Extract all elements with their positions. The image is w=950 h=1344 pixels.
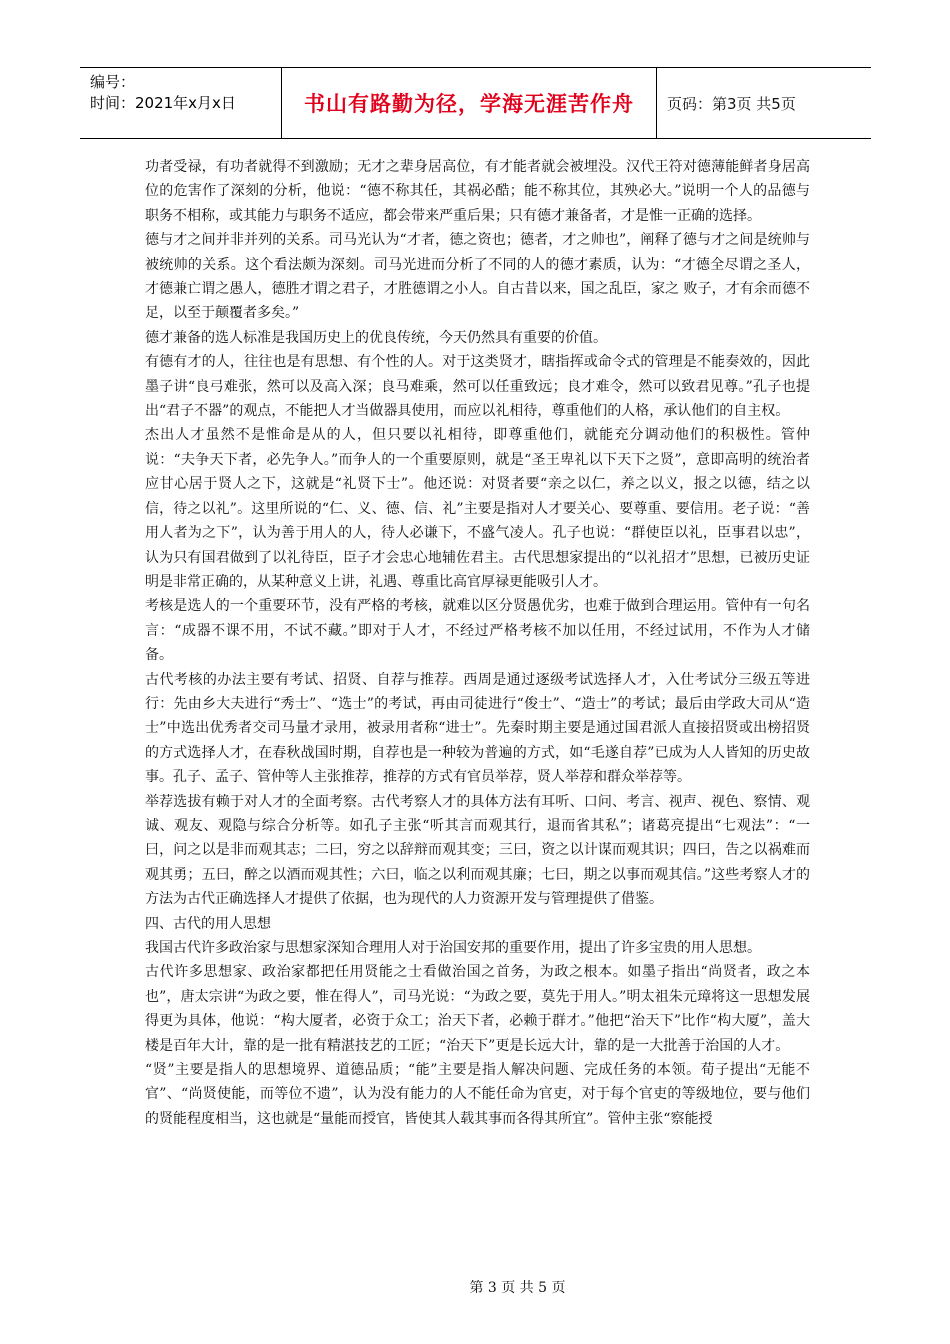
paragraph: 有德有才的人，往往也是有思想、有个性的人。对于这类贤才，瞎指挥或命令式的管理是不能奏效的，因此墨子讲“良弓难张，然可以及高入深；良马难乘，然可以任重致远；良才难令，然可以致君见尊。”孔子也提出“君子不器”的观点，不能把人才当做器具使用，而应以礼相待，尊重他们的人格，承认他们的自主权。 [145, 354, 810, 420]
motto: 书山有路勤为径，学海无涯苦作舟 [304, 92, 634, 116]
paragraph: 古代许多思想家、政治家都把任用贤能之士看做治国之首务，为政之根本。如墨子指出“尚贤者，政之本也”，唐太宗讲“为政之要，惟在得人”，司马光说：“为政之要，莫先于用人。”明太祖朱元璋将这一思想发展得更为具体，他说：“构大厦者，必资于众工；治天下者，必赖于群才。”他把“治天下”比作“构大厦”，盖大楼是百年大计，靠的是一批有精湛技艺的工匠；“治天下”更是长远大计，靠的是一大批善于治国的人才。 [145, 964, 810, 1054]
paragraph: 德才兼备的选人标准是我国历史上的优良传统，今天仍然具有重要的价值。 [145, 329, 607, 346]
paragraph: 杰出人才虽然不是惟命是从的人，但只要以礼相待，即尊重他们，就能充分调动他们的积极性。管仲说：“夫争天下者，必先争人。”而争人的一个重要原则，就是“圣王卑礼以下天下之贤”，意即高明的统治者应甘心居于贤人之下，这就是“礼贤下士”。他还说：对贤者要“亲之以仁，养之以义，报之以德，结之以信，待之以礼”。这里所说的“仁、义、德、信、礼”主要是指对人才要关心、要尊重、要信用。老子说：“善用人者为之下”，认为善于用人的人，待人必谦下，不盛气凌人。孔子也说：“群使臣以礼，臣事君以忠”，认为只有国君做到了以礼待臣，臣子才会忠心地辅佐君主。古代思想家提出的“以礼招才”思想，已被历史证明是非常正确的，从某种意义上讲，礼遇、尊重比高官厚禄更能吸引人才。 [145, 427, 810, 590]
header-page-cell [657, 68, 871, 138]
time-label: 时间：2021年x月x日 [90, 94, 236, 112]
paragraph: 我国古代许多政治家与思想家深知合理用人对于治国安邦的重要作用，提出了许多宝贵的用人思想。 [145, 940, 761, 956]
header-meta [80, 68, 282, 138]
paragraph: 考核是选人的一个重要环节，没有严格的考核，就难以区分贤愚优劣，也难于做到合理运用。管仲有一句名言：“成器不课不用，不试不藏。”即对于人才，不经过严格考核不加以任用，不经过试用，不作为人才储备。 [145, 598, 810, 664]
footer-page-number: 第 3 页 共 5 页 [469, 1280, 566, 1296]
page-label: 页码：第3页 共5页 [667, 94, 796, 113]
paragraph: 德与才之间并非并列的关系。司马光认为“才者，德之资也；德者，才之帅也”，阐释了德与才之间是统帅与被统帅的关系。这个看法颇为深刻。司马光进而分析了不同的人的德才素质，认为：“才德全尽谓之圣人，才德兼亡谓之愚人，德胜才谓之君子，才胜德谓之小人。自古昔以来，国之乱臣，家之 败子，才有余而德不足，以至于颠覆者多矣。” [145, 232, 810, 322]
paragraph: 古代考核的办法主要有考试、招贤、自荐与推荐。西周是通过逐级考试选择人才，入仕考试分三级五等进行：先由乡大夫进行“秀士”、“选士”的考试，再由司徒进行“俊士”、“造士”的考试；最后由学政大司从“造士”中选出优秀者交司马量才录用，被录用者称“进士”。先秦时期主要是通过国君派人直接招贤或出榜招贤的方式选择人才，在春秋战国时期，自荐也是一种较为普遍的方式，如“毛遂自荐”已成为人人皆知的历史故事。孔子、孟子、管仲等人主张推荐，推荐的方式有官员举荐，贤人举荐和群众举荐等。 [145, 671, 810, 786]
header-motto-cell [282, 68, 657, 138]
paragraph: “贤”主要是指人的思想境界、道德品质；“能”主要是指人解决问题、完成任务的本领。荀子提出“无能不官”、“尚贤使能，而等位不遗”，认为没有能力的人不能任命为官吏，对于每个官吏的等级地位，要与他们的贤能程度相当，这也就是“量能而授官，皆使其人载其事而各得其所宜”。管仲主张“察能授 [145, 1062, 810, 1127]
paragraph: 举荐选拔有赖于对人才的全面考察。古代考察人才的具体方法有耳听、口问、考言、视声、视色、察情、观诚、观友、观隐与综合分析等。如孔子主张“听其言而观其行，退而省其私”；诸葛亮提出“七观法”：“一曰，问之以是非而观其志；二曰，穷之以辞辩而观其变；三曰，资之以计谋而观其识；四曰，告之以祸难而观其勇；五曰，醉之以酒而观其性；六曰，临之以利而观其廉；七曰，期之以事而观其信。”这些考察人才的方法为古代正确选择人才提供了依据，也为现代的人力资源开发与管理提供了借鉴。 [145, 793, 810, 908]
page-footer [0, 1277, 950, 1297]
paragraph: 功者受禄，有功者就得不到激励；无才之辈身居高位，有才能者就会被埋没。汉代王符对德薄能鲜者身居高位的危害作了深刻的分析，他说：“德不称其任，其祸必酷；能不称其位，其殃必大。”说明一个人的品德与职务不相称，或其能力与职务不适应，都会带来严重后果；只有德才兼备者，才是惟一正确的选择。 [145, 159, 810, 224]
number-label: 编号： [90, 73, 136, 91]
document-body [145, 155, 810, 1131]
page-header [80, 67, 871, 139]
section-heading: 四、古代的用人思想 [145, 915, 271, 932]
